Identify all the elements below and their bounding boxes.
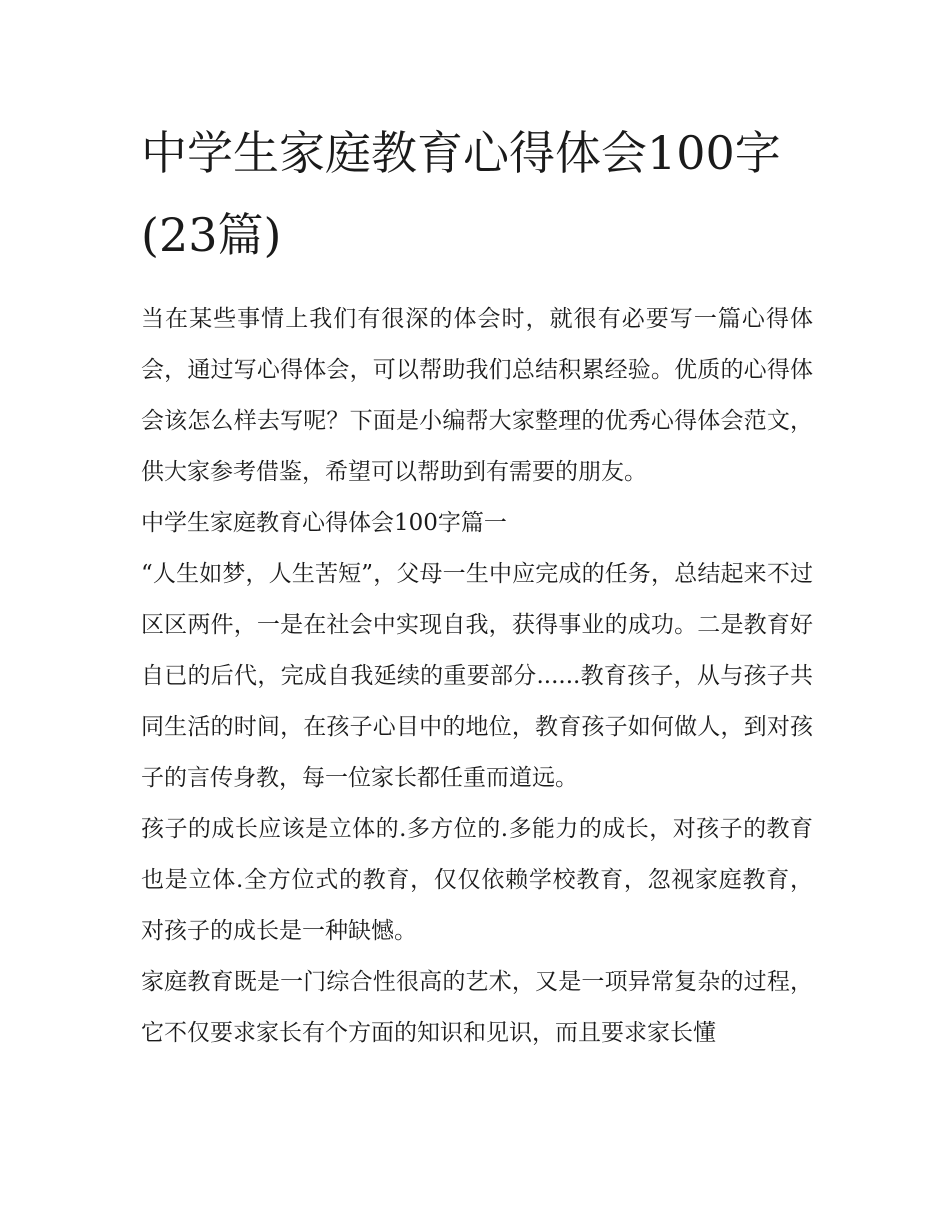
body-paragraph-1: “人生如梦，人生苦短”，父母一生中应完成的任务，总结起来不过区区两件，一是在社会中实现自我，获得事业的成功。二是教育好自已的后代，完成自我延续的重要部分......教育孩子，从与孩子共同生活的时间，在孩子心目中的地位，教育孩子如何做人，到对孩子的言传身教，每一位家长都任重而道远。 [141, 561, 813, 791]
document-title: 中学生家庭教育心得体会100字(23篇) [141, 126, 781, 262]
body-paragraph-2: 孩子的成长应该是立体的.多方位的.多能力的成长，对孩子的教育也是立体.全方位式的教育，仅仅依赖学校教育，忽视家庭教育，对孩子的成长是一种缺憾。 [141, 816, 813, 944]
document-page [141, 112, 813, 1059]
section-heading: 中学生家庭教育心得体会100字篇一 [141, 510, 507, 536]
body-paragraph-3: 家庭教育既是一门综合性很高的艺术，又是一项异常复杂的过程，它不仅要求家长有个方面的知识和见识，而且要求家长懂 [141, 969, 813, 1046]
intro-paragraph: 当在某些事情上我们有很深的体会时，就很有必要写一篇心得体会，通过写心得体会，可以帮助我们总结积累经验。优质的心得体会该怎么样去写呢？下面是小编帮大家整理的优秀心得体会范文，供大家参考借鉴，希望可以帮助到有需要的朋友。 [141, 306, 813, 485]
